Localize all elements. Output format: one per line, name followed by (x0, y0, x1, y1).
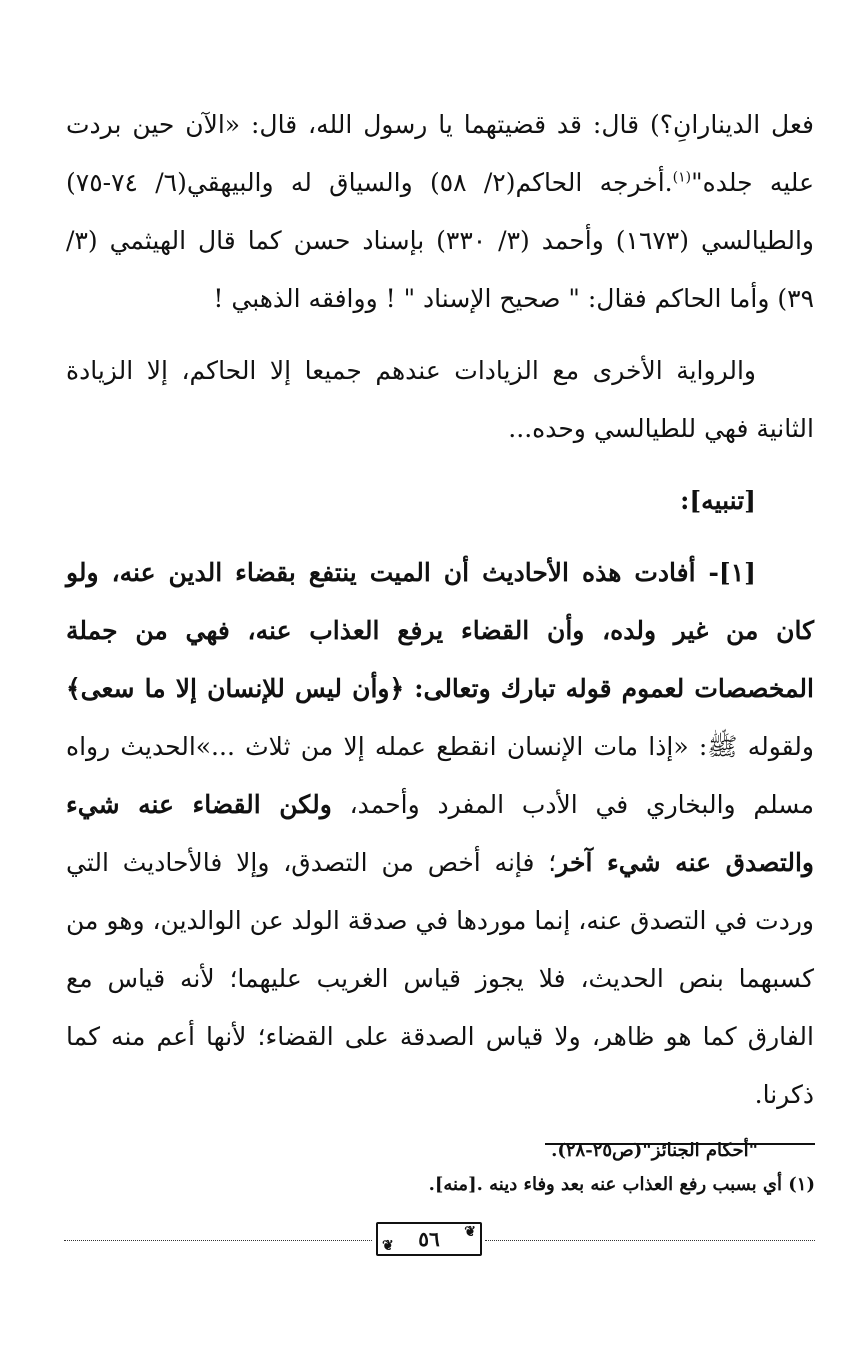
footnote-reference: (١) (672, 169, 692, 186)
paragraph-1-text: فعل الدينارانِ؟) قال: قد قضيتهما يا رسول الله، قال: «الآن حين بردت عليه جلده" (66, 110, 814, 197)
page-body (66, 96, 814, 1168)
footnote: (١) أي بسبب رفع العذاب عنه بعد وفاء دينه .[منه]. (428, 1174, 815, 1195)
paragraph-3-part-a: ولقوله ﷺ: «إذا مات الإنسان انقطع عمله إلا من ثلاث ...»الحديث رواه مسلم والبخاري في الأدب المفرد وأحمد، (66, 732, 814, 819)
page-number: ٥٦ (418, 1227, 440, 1251)
paragraph-2: والرواية الأخرى مع الزيادات عندهم جميعا إلا الحاكم، إلا الزيادة الثانية فهي للطيالسي وحده... (66, 356, 814, 443)
floral-ornament-icon: ❦ (382, 1238, 394, 1254)
footer-rule-left (64, 1240, 372, 1241)
paragraph-3-part-b: ؛ فإنه أخص من التصدق، وإلا فالأحاديث التي وردت في التصدق عنه، إنما موردها في صدقة الولد عن الوالدين، وهو من كسبهما بنص الحديث، فلا يجوز قياس الغريب عليهما؛ لأنه قياس مع الفارق كما هو ظاهر، ولا قياس الصدقة على القضاء؛ لأنها أعم منه كما ذكرنا. (66, 848, 814, 1109)
paragraph-3-bold: [١]- أفادت هذه الأحاديث أن الميت ينتفع بقضاء الدين عنه، ولو كان من غير ولده، وأن القضاء يرفع العذاب عنه، فهي من جملة المخصصات لعموم قوله تبارك وتعالى: ﴿وأن ليس للإنسان إلا ما سعى﴾ (66, 558, 814, 703)
section-heading: [تنبيه]: (680, 486, 756, 515)
page-number-box (376, 1222, 482, 1256)
footer-rule-right (485, 1240, 815, 1241)
paragraph-3 (66, 544, 814, 1124)
floral-ornament-icon: ❦ (464, 1224, 476, 1240)
paragraph-1 (66, 96, 814, 328)
paragraph-1-rest: .أخرجه الحاكم(٢/ ٥٨) والسياق له والبيهقي(٦/ ٧٤-٧٥) والطيالسي (١٦٧٣) وأحمد (٣/ ٣٣٠) بإسناد حسن كما قال الهيثمي (٣/ ٣٩) وأما الحاكم فقال: " صحيح الإسناد " ! ووافقه الذهبي ! (66, 168, 815, 313)
source-citation: "أحكام الجنائز"(ص٢٥-٢٨). (551, 1140, 758, 1161)
footnote-divider (545, 1143, 815, 1145)
paragraph-3-bold-2: ولكن القضاء عنه شيء والتصدق عنه شيء آخر (66, 790, 814, 877)
